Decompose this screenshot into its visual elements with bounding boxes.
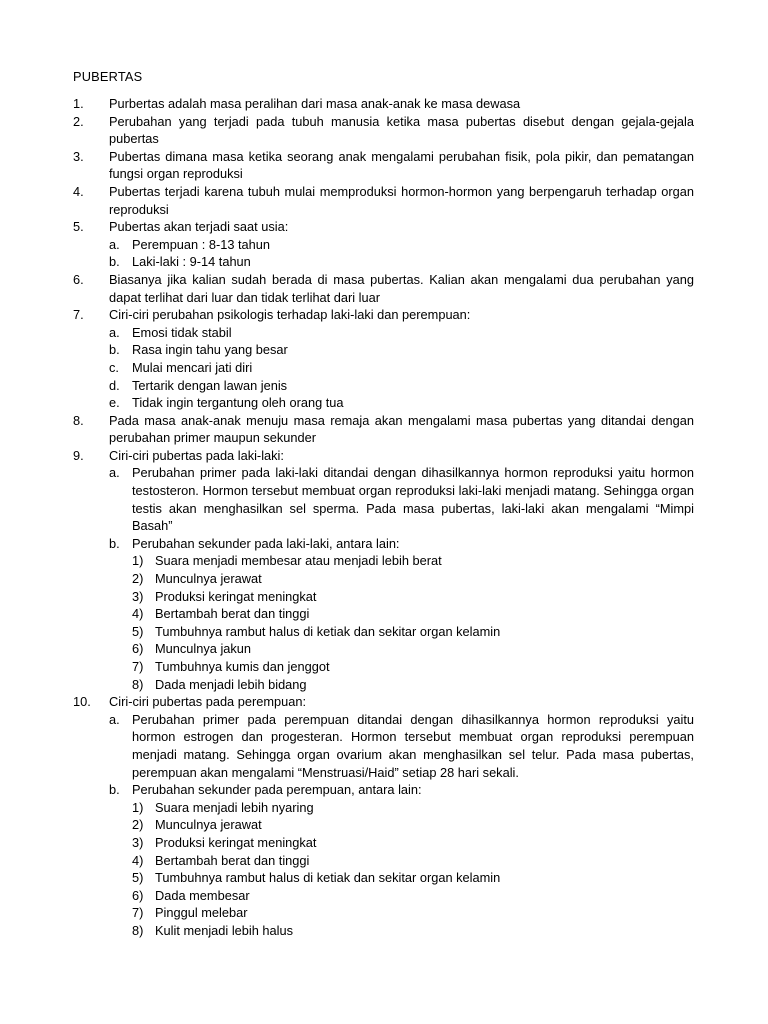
sub-list-marker: a. — [109, 324, 120, 340]
sub-list-marker: e. — [109, 395, 120, 411]
nested-list-item — [132, 869, 694, 887]
list-item-body — [109, 271, 694, 306]
nested-list-item — [132, 640, 694, 658]
list-item-text: Pada masa anak-anak menuju masa remaja akan mengalami masa pubertas yang ditandai dengan perubahan primer maupun sekunder — [109, 412, 694, 446]
sub-list-item — [109, 394, 694, 412]
nested-list-item — [132, 834, 694, 852]
nested-list-marker: 8) — [132, 676, 144, 692]
nested-list-item-text: Suara menjadi lebih nyaring — [155, 799, 314, 815]
document-title: PUBERTAS — [73, 69, 143, 84]
list-item-text: Biasanya jika kalian sudah berada di masa pubertas. Kalian akan mengalami dua perubahan yang dapat terlihat dari luar dan tidak terlihat dari luar — [109, 271, 694, 305]
nested-list-marker: 6) — [132, 641, 144, 657]
nested-list-marker: 7) — [132, 659, 144, 674]
sub-list-item — [109, 711, 694, 781]
sub-list-item-body — [132, 377, 694, 395]
nested-list-item-text: Tumbuhnya kumis dan jenggot — [155, 659, 330, 674]
sub-list-item-text: Emosi tidak stabil — [132, 324, 232, 340]
nested-list-marker: 3) — [132, 834, 144, 850]
nested-list-item-text: Produksi keringat meningkat — [155, 834, 317, 850]
list-item — [73, 306, 694, 412]
nested-list-marker: 2) — [132, 571, 144, 587]
nested-list-item-text: Suara menjadi membesar atau menjadi lebih berat — [155, 553, 442, 569]
sub-list-item — [109, 535, 694, 693]
list-number: 10. — [73, 694, 91, 710]
list-item-body — [109, 693, 694, 939]
list-item-text: Ciri-ciri perubahan psikologis terhadap laki-laki dan perempuan: — [109, 307, 471, 323]
nested-list-item — [132, 605, 694, 623]
list-item — [73, 693, 694, 939]
sub-list-item — [109, 377, 694, 395]
list-number: 2. — [73, 113, 84, 129]
sub-list-marker: b. — [109, 535, 120, 551]
numbered-list — [73, 95, 694, 940]
list-item-text: Purbertas adalah masa peralihan dari masa anak-anak ke masa dewasa — [109, 96, 521, 111]
nested-list-item-text: Tumbuhnya rambut halus di ketiak dan sekitar organ kelamin — [155, 870, 501, 886]
list-item-text: Pubertas terjadi karena tubuh mulai memproduksi hormon-hormon yang berpengaruh terhadap organ reproduksi — [109, 183, 694, 217]
list-item — [73, 447, 694, 693]
nested-list-item — [132, 799, 694, 817]
nested-list-item — [132, 887, 694, 905]
list-number: 1. — [73, 96, 84, 111]
list-item-body — [109, 218, 694, 271]
list-item — [73, 95, 694, 113]
nested-list-item — [132, 852, 694, 870]
nested-list-marker: 2) — [132, 817, 144, 833]
nested-list-item-text: Bertambah berat dan tinggi — [155, 606, 310, 622]
list-number: 6. — [73, 271, 84, 287]
nested-list-marker: 4) — [132, 852, 144, 868]
nested-list-item-text: Produksi keringat meningkat — [155, 588, 317, 604]
nested-list-item-text: Munculnya jerawat — [155, 817, 262, 833]
list-item-text: Pubertas dimana masa ketika seorang anak mengalami perubahan fisik, pola pikir, dan pematangan fungsi organ reproduksi — [109, 148, 694, 182]
list-item-text: Pubertas akan terjadi saat usia: — [109, 219, 289, 235]
list-number: 7. — [73, 307, 84, 323]
sub-list-item — [109, 236, 694, 254]
nested-list-item — [132, 552, 694, 570]
sub-list-item-body — [132, 236, 694, 254]
nested-list-marker: 1) — [132, 799, 144, 815]
sub-list-item — [109, 359, 694, 377]
sub-list-item-text: Tidak ingin tergantung oleh orang tua — [132, 395, 344, 411]
sub-list-marker: a. — [109, 236, 120, 252]
sub-list-item-body — [132, 341, 694, 359]
nested-list-marker: 4) — [132, 606, 144, 622]
sub-list-item-text: Perubahan sekunder pada laki-laki, antara lain: — [132, 535, 400, 551]
sub-list-item-body — [132, 711, 694, 781]
sub-list-item-text: Rasa ingin tahu yang besar — [132, 342, 288, 358]
sub-list-item-body — [132, 253, 694, 271]
nested-list-item-text: Pinggul melebar — [155, 905, 248, 921]
sub-list-marker: d. — [109, 377, 120, 393]
list-item — [73, 412, 694, 447]
nested-list-item — [132, 658, 694, 676]
list-item — [73, 218, 694, 271]
list-number: 9. — [73, 447, 84, 463]
list-item-body — [109, 183, 694, 218]
list-item-body — [109, 412, 694, 447]
nested-list-item-text: Bertambah berat dan tinggi — [155, 852, 310, 868]
sub-list-item-body — [132, 781, 694, 939]
sub-list-item — [109, 781, 694, 939]
sub-list-item-text: Tertarik dengan lawan jenis — [132, 377, 288, 393]
sub-list-item-body — [132, 535, 694, 693]
sub-list-marker: b. — [109, 342, 120, 358]
nested-list-item — [132, 904, 694, 922]
nested-list-item — [132, 623, 694, 641]
sub-list-item-body — [132, 359, 694, 377]
list-item-text: Ciri-ciri pubertas pada perempuan: — [109, 694, 307, 710]
sub-list-item — [109, 464, 694, 534]
nested-list-item — [132, 816, 694, 834]
sub-list-item-text: Perempuan : 8-13 tahun — [132, 236, 271, 252]
list-number: 8. — [73, 412, 84, 428]
nested-list-item — [132, 570, 694, 588]
sub-list-item-text: Mulai mencari jati diri — [132, 359, 253, 375]
list-number: 3. — [73, 148, 84, 164]
nested-list-marker: 5) — [132, 870, 144, 886]
sub-list-item-text: Laki-laki : 9-14 tahun — [132, 254, 251, 270]
sub-list-marker: b. — [109, 782, 120, 798]
list-item-body — [109, 113, 694, 148]
sub-list-item — [109, 341, 694, 359]
nested-list-marker: 7) — [132, 905, 144, 921]
nested-list-item-text: Munculnya jakun — [155, 641, 252, 657]
list-item-body — [109, 95, 694, 113]
sub-list-item — [109, 324, 694, 342]
list-item — [73, 113, 694, 148]
list-item-text: Perubahan yang terjadi pada tubuh manusia ketika masa pubertas disebut dengan gejala-gejala pubertas — [109, 113, 694, 147]
nested-list-marker: 1) — [132, 553, 144, 569]
nested-list-item-text: Dada menjadi lebih bidang — [155, 676, 307, 692]
list-item — [73, 271, 694, 306]
sub-list-marker: c. — [109, 359, 119, 375]
list-number: 5. — [73, 219, 84, 235]
nested-list-item-text: Kulit menjadi lebih halus — [155, 922, 294, 938]
nested-list-marker: 5) — [132, 623, 144, 639]
nested-list-item — [132, 588, 694, 606]
sub-list-marker: b. — [109, 254, 120, 270]
sub-list-item-text: Perubahan primer pada perempuan ditandai dengan dihasilkannya hormon reproduksi yaitu hormon estrogen dan progesteran. Hormon tersebut membuat organ reproduksi perempuan menjadi matang. Sehingga organ ovarium akan menghasilkan sel telur. Pada masa pubertas, perempuan akan mengalami “Menstruasi/Haid” setiap 28 hari sekali. — [132, 711, 694, 780]
nested-list-marker: 8) — [132, 922, 144, 938]
nested-list-item-text: Tumbuhnya rambut halus di ketiak dan sekitar organ kelamin — [155, 623, 501, 639]
nested-list-marker: 3) — [132, 588, 144, 604]
nested-list-item — [132, 922, 694, 940]
sub-list-item-text: Perubahan sekunder pada perempuan, antara lain: — [132, 782, 422, 798]
nested-list-item — [132, 676, 694, 694]
nested-list-item-text: Munculnya jerawat — [155, 571, 262, 587]
sub-list-marker: a. — [109, 711, 120, 727]
sub-list-item-body — [132, 464, 694, 534]
list-number: 4. — [73, 183, 84, 199]
list-item-body — [109, 447, 694, 693]
sub-list-item-body — [132, 394, 694, 412]
nested-list-item-text: Dada membesar — [155, 887, 250, 903]
list-item — [73, 148, 694, 183]
sub-list-item-text: Perubahan primer pada laki-laki ditandai dengan dihasilkannya hormon reproduksi yaitu hormon testosteron. Hormon tersebut membuat organ reproduksi laki-laki menjadi matang. Sehingga organ testis akan menghasilkan sel sperma. Pada masa pubertas, laki-laki akan mengalami “Mimpi Basah” — [132, 465, 694, 534]
sub-list-item — [109, 253, 694, 271]
nested-list-marker: 6) — [132, 887, 144, 903]
list-item — [73, 183, 694, 218]
list-item-text: Ciri-ciri pubertas pada laki-laki: — [109, 447, 284, 463]
list-item-body — [109, 148, 694, 183]
sub-list-item-body — [132, 324, 694, 342]
list-item-body — [109, 306, 694, 412]
sub-list-marker: a. — [109, 465, 120, 481]
